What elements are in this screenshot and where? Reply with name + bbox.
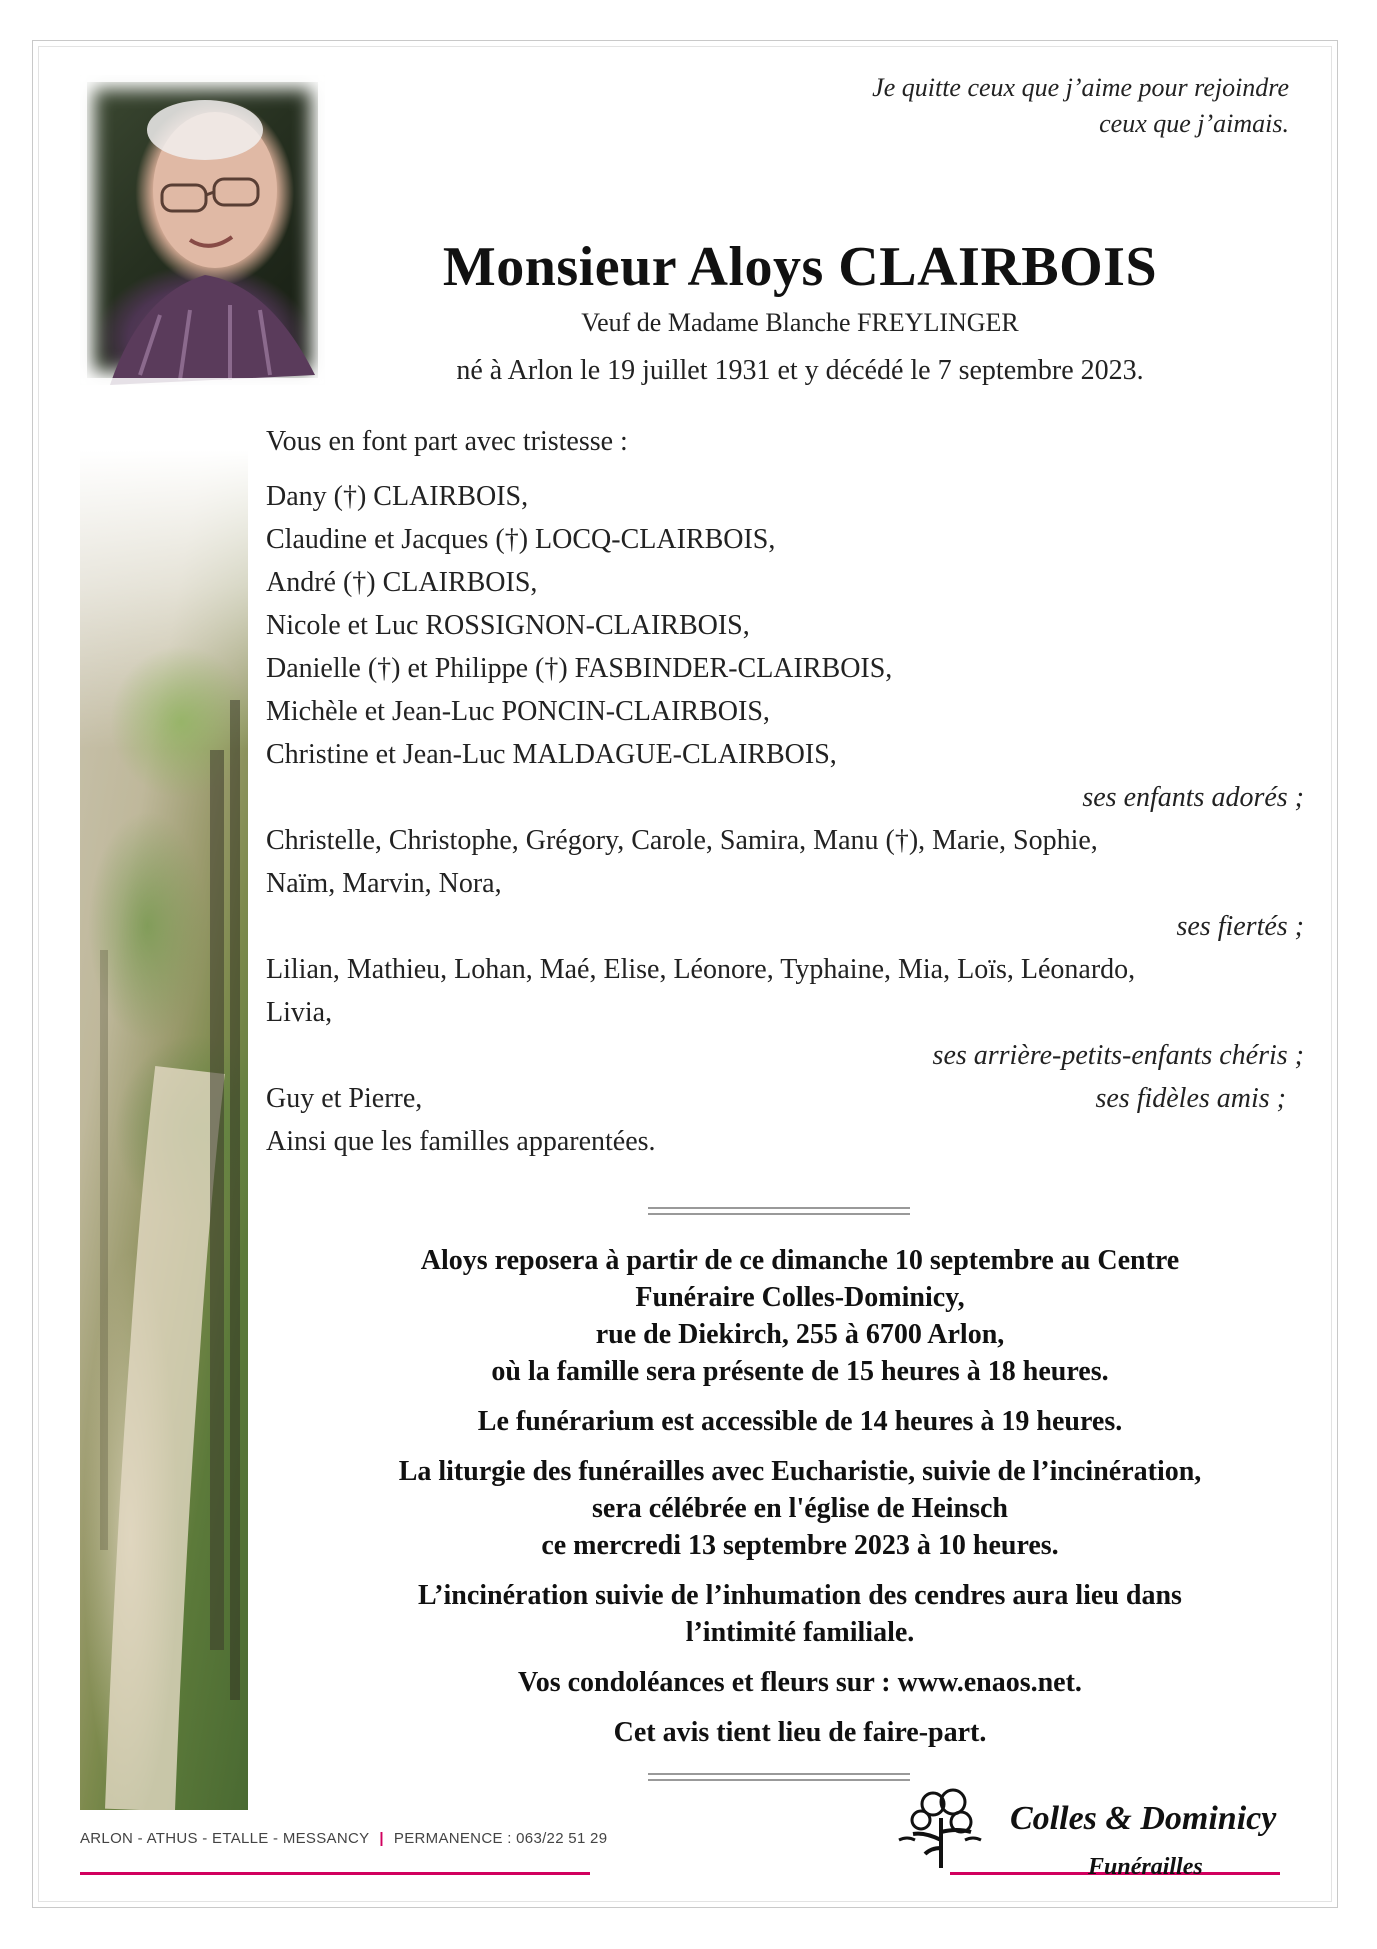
great-grandchildren-line-1: Lilian, Mathieu, Lohan, Maé, Elise, Léonore, Typhaine, Mia, Loïs, Léonardo, (266, 954, 1136, 985)
liturgy-line-2: sera célébrée en l'église de Heinsch (592, 1493, 1008, 1524)
children-label: ses enfants adorés ; (1082, 782, 1304, 813)
ceremony-info (230, 1242, 1370, 1764)
family-announcement (266, 420, 1306, 1163)
friends-row (266, 1077, 1306, 1120)
rest-line-1: Aloys reposera à partir de ce dimanche 10 septembre au Centre (420, 1245, 1180, 1276)
deceased-name: Monsieur Aloys CLAIRBOIS (442, 236, 1158, 298)
liturgy-paragraph (230, 1453, 1370, 1564)
child-line: Dany (†) CLAIRBOIS, (266, 481, 529, 512)
rest-line-4: où la famille sera présente de 15 heures à 18 heures. (491, 1356, 1109, 1387)
forest-path-image (80, 450, 248, 1810)
child-line: Nicole et Luc ROSSIGNON-CLAIRBOIS, (266, 610, 750, 641)
birth-death-line: né à Arlon le 19 juillet 1931 et y décédé le 7 septembre 2023. (456, 355, 1144, 386)
footer-accent-line-left (80, 1872, 590, 1875)
grandchildren-label: ses fiertés ; (1176, 911, 1304, 942)
divider-bottom (648, 1773, 910, 1781)
child-line: Michèle et Jean-Luc PONCIN-CLAIRBOIS, (266, 696, 770, 727)
widower-line: Veuf de Madame Blanche FREYLINGER (581, 308, 1019, 337)
footer-separator: | (379, 1830, 384, 1847)
great-grandchildren-label: ses arrière-petits-enfants chéris ; (932, 1040, 1304, 1071)
friends-names: Guy et Pierre, (266, 1083, 423, 1114)
brand-name: Colles & Dominicy (1010, 1800, 1277, 1837)
liturgy-line-3: ce mercredi 13 septembre 2023 à 10 heures. (541, 1530, 1059, 1561)
announcement-intro: Vous en font part avec tristesse : (266, 426, 628, 457)
condolences-line: Vos condoléances et fleurs sur : www.enaos.net. (518, 1667, 1082, 1698)
footer-permanence: PERMANENCE : 063/22 51 29 (393, 1830, 608, 1847)
cremation-line-1: L’incinération suivie de l’inhumation des cendres aura lieu dans (418, 1580, 1182, 1611)
epigraph-quote (872, 70, 1289, 142)
footer-contact (80, 1830, 607, 1847)
cremation-paragraph (230, 1577, 1370, 1651)
brand-subtitle: Funérailles (1088, 1854, 1203, 1880)
divider-top (648, 1207, 910, 1215)
grandchildren-line-1: Christelle, Christophe, Grégory, Carole, Samira, Manu (†), Marie, Sophie, (266, 825, 1098, 856)
liturgy-line-1: La liturgie des funérailles avec Eucharistie, suivie de l’incinération, (398, 1456, 1202, 1487)
rest-paragraph (230, 1242, 1370, 1390)
families-line: Ainsi que les familles apparentées. (266, 1126, 656, 1157)
child-line: Claudine et Jacques (†) LOCQ-CLAIRBOIS, (266, 524, 776, 555)
rest-line-2: Funéraire Colles-Dominicy, (635, 1282, 965, 1313)
tree-logo-icon (895, 1788, 985, 1870)
great-grandchildren-line-2: Livia, (266, 997, 333, 1028)
funerarium-hours: Le funérarium est accessible de 14 heures à 19 heures. (477, 1406, 1123, 1437)
rest-line-3: rue de Diekirch, 255 à 6700 Arlon, (595, 1319, 1005, 1350)
cremation-line-2: l’intimité familiale. (685, 1617, 915, 1648)
child-line: Danielle (†) et Philippe (†) FASBINDER-CLAIRBOIS, (266, 653, 893, 684)
child-line: Christine et Jean-Luc MALDAGUE-CLAIRBOIS, (266, 739, 837, 770)
footer-locations: ARLON - ATHUS - ETALLE - MESSANCY (80, 1830, 370, 1847)
quote-line-1: Je quitte ceux que j’aime pour rejoindre (872, 73, 1289, 102)
child-line: André (†) CLAIRBOIS, (266, 567, 538, 598)
portrait-photo (80, 75, 325, 385)
quote-line-2: ceux que j’aimais. (1099, 109, 1289, 138)
notice-line: Cet avis tient lieu de faire-part. (613, 1717, 987, 1748)
grandchildren-line-2: Naïm, Marvin, Nora, (266, 868, 502, 899)
friends-label: ses fidèles amis ; (1095, 1083, 1286, 1114)
